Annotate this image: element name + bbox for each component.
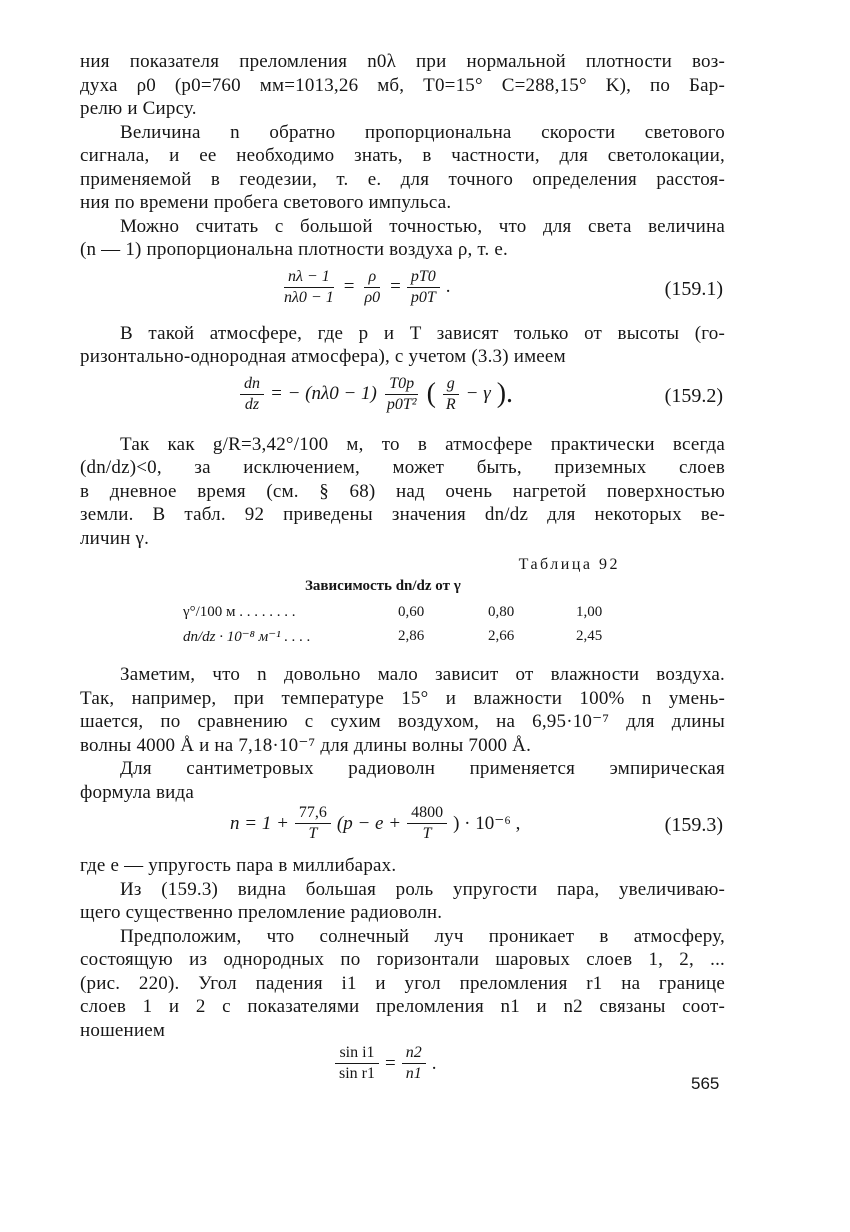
paragraph-2 (80, 121, 725, 215)
text-line: духа ρ0 (p0=760 мм=1013,26 мб, T0=15° C=288,15° K), по Бар- (80, 74, 725, 96)
text-line: состоящую из однородных по горизонтали шаровых слоев 1, 2, ... (80, 949, 725, 970)
table-title: Зависимость dn/dz от γ (305, 578, 461, 594)
text-line: применяемой в геодезии, т. е. для точного определения расстоя- (80, 168, 725, 190)
text-line: волны 4000 Å и на 7,18·10⁻⁷ для длины волны 7000 Å. (80, 734, 532, 756)
equation-159-1: $\frac{n\lambda - 1}{n\lambda 0 - 1}$ = $\frac{\rho}{\rho 0}$ = $\frac{pT0}{p0T}$ . (159.1) (80, 262, 725, 322)
fraction: $\frac{\text{sin i1}}{\text{sin r1}}$ (335, 1044, 379, 1083)
text-line: ния по времени пробега светового импульса. (80, 192, 452, 213)
equation-number: (159.3) (664, 814, 723, 836)
text-line: шается, по сравнению с сухим воздухом, на 6,95·10⁻⁷ для длины (80, 711, 725, 732)
paragraph-9 (80, 878, 725, 925)
fraction: $\frac{g}{R}$ (442, 375, 460, 414)
fraction: $\frac{pT0}{p0T}$ (407, 268, 440, 307)
fraction: $\frac{n\lambda - 1}{n\lambda 0 - 1}$ (284, 267, 334, 306)
fraction: $\frac{77,6}{T}$ (295, 804, 331, 843)
paragraph-8 (80, 854, 725, 878)
text-line: личин γ. (80, 527, 150, 549)
text-line: в дневное время (см. § 68) над очень нагретой поверхностью (80, 480, 725, 502)
text-line: ризонтально-однородная атмосфера), с учетом (3.3) имеем (80, 346, 566, 367)
text-line: Из (159.3) видна большая роль упругости пара, увеличиваю- (120, 878, 725, 900)
page-number: 565 (691, 1074, 720, 1093)
paragraph-10 (80, 925, 725, 1043)
equation-159-3: n = 1 + $\frac{77,6}{T}$ (p − e + $\frac{4800}{T}$ ) · 10⁻⁶ , (159.3) (230, 804, 723, 842)
text-line: Предположим, что солнечный луч проникает в атмосферу, (120, 925, 725, 947)
text-line: Величина n обратно пропорциональна скорости светового (120, 121, 725, 143)
equation-snell: $\frac{\text{sin i1}}{\text{sin r1}}$ = $\frac{n2}{n1}$ . (80, 1042, 725, 1092)
paragraph-3 (80, 215, 725, 262)
text-line: (n — 1) пропорциональна плотности воздуха ρ, т. е. (80, 239, 508, 260)
text-line: (рис. 220). Угол падения i1 и угол преломления r1 на границе (80, 972, 725, 994)
text-line: формула вида (80, 781, 195, 803)
text-line: сигнала, и ее необходимо знать, в частности, для светолокации, (80, 145, 725, 166)
text-line: щего существенно преломление радиоволн. (80, 902, 443, 923)
text-line: ношением (80, 1019, 166, 1041)
text-line: Заметим, что n довольно мало зависит от влажности воздуха. (120, 664, 725, 685)
table-row: γ°/100 м . . . . . . . . 0,60 0,80 1,00 (183, 604, 603, 620)
fraction: $\frac{n2}{n1}$ (402, 1044, 426, 1083)
paragraph-7 (80, 757, 725, 804)
equation-number: (159.2) (664, 384, 723, 407)
text-line: Можно считать с большой точностью, что для света величина (120, 215, 725, 237)
fraction: $\frac{T0p}{\text{p0T²}}$ (386, 374, 417, 413)
text-line: В такой атмосфере, где p и T зависят только от высоты (го- (120, 322, 725, 344)
paragraph-5 (80, 433, 725, 551)
text-line: Так, например, при температуре 15° и влажности 100% n умень- (80, 687, 725, 709)
paragraph-4 (80, 322, 725, 369)
table-caption: Таблица 92 (518, 556, 620, 573)
text-line: слоев 1 и 2 с показателями преломления n1 и n2 связаны соот- (80, 996, 725, 1017)
text-line: релю и Сирсу. (80, 98, 197, 119)
text-line: ния показателя преломления n0λ при нормальной плотности воз- (80, 51, 725, 72)
fraction: $\frac{\rho}{\rho 0}$ (364, 267, 381, 306)
text-line: Так как g/R=3,42°/100 м, то в атмосфере практически всегда (120, 433, 725, 455)
paragraph-6 (80, 663, 725, 757)
fraction: $\frac{dn}{dz}$ (240, 375, 264, 414)
text-line: где e — упругость пара в миллибарах. (80, 855, 397, 876)
text-line: (dn/dz)<0, за исключением, может быть, приземных слоев (80, 457, 725, 478)
data-table (183, 601, 602, 649)
equation-159-2: $\frac{dn}{dz}$ = − (nλ0 − 1) $\frac{T0p}{\text{p0T²}}$ ( $\frac{g}{R}$ − γ ). (159.2) (80, 369, 725, 433)
text-line: земли. В табл. 92 приведены значения dn/dz для некоторых ве- (80, 504, 725, 525)
book-page (80, 50, 725, 1092)
text-line: Для сантиметровых радиоволн применяется эмпирическая (120, 758, 725, 779)
table-row: dn/dz · 10⁻⁸ м⁻¹ . . . . 2,86 2,66 2,45 (183, 628, 603, 645)
paragraph-1 (80, 50, 725, 121)
equation-number: (159.1) (664, 277, 723, 300)
fraction: $\frac{4800}{T}$ (407, 804, 447, 843)
